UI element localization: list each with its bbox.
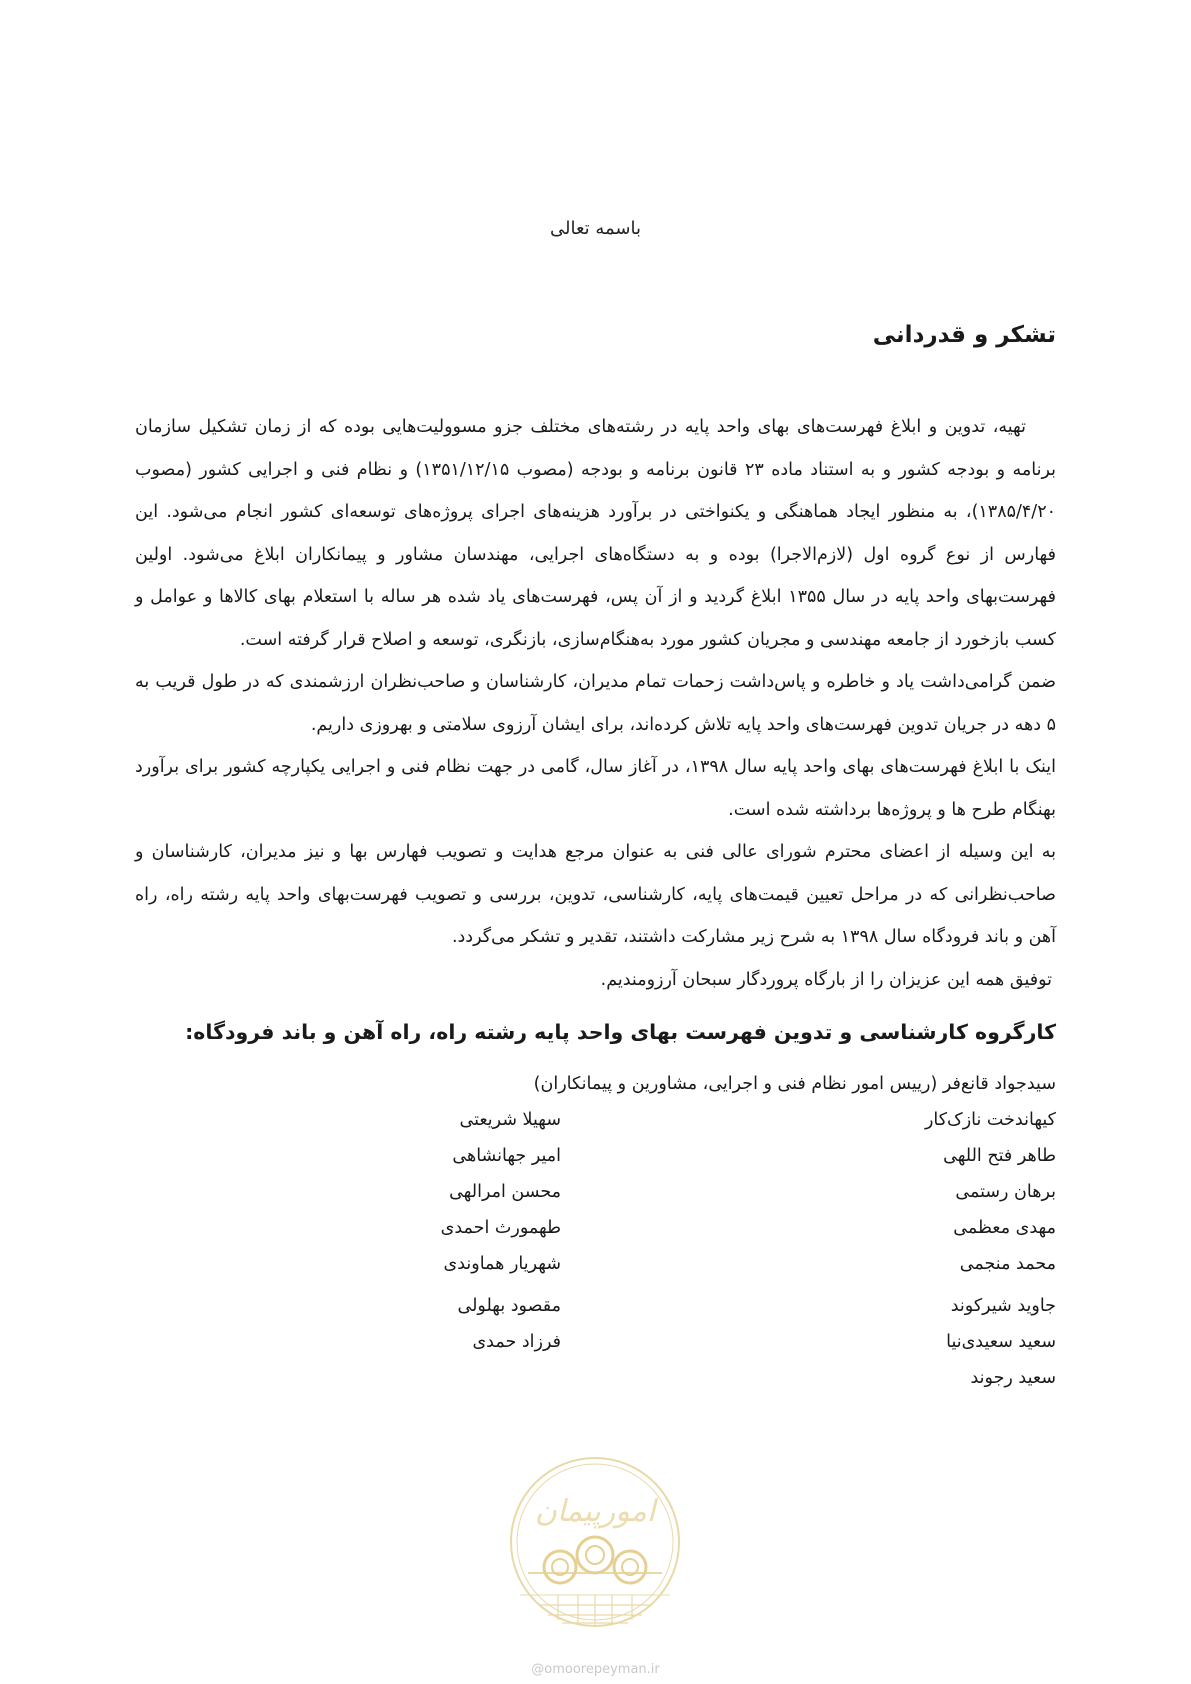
member-name: مقصود بهلولی: [457, 1296, 561, 1316]
page-heading: تشکر و قدردانی: [872, 322, 1056, 348]
member-name: طاهر فتح اللهی: [943, 1146, 1056, 1166]
paragraph-2: ضمن گرامی‌داشت یاد و خاطره و پاس‌داشت زحمات تمام مدیران، کارشناسان و صاحب‌نظران ارزشمندی که در طول قریب به ۵ دهه در جریان تدوین فهرست‌های واحد پایه تلاش کرده‌اند، برای ایشان آرزوی سلامتی و بهروزی داریم.: [135, 672, 1056, 735]
member-name: مهدی معظمی: [953, 1218, 1056, 1238]
member-name: طهمورث احمدی: [440, 1218, 561, 1238]
member-name: جاوید شیرکوند: [950, 1296, 1056, 1316]
member-name: کیهاندخت نازک‌کار: [924, 1110, 1056, 1130]
paragraph-4: به این وسیله از اعضای محترم شورای عالی فنی به عنوان مرجع هدایت و تصویب فهارس بها و نیز مدیران، کارشناسان و صاحب‌نظرانی که در مراحل تعیین قیمت‌های پایه، کارشناسی، تدوین، بررسی و تصویب فهرست‌بهای واحد پایه رشته راه، راه آهن و باند فرودگاه سال ۱۳۹۸ به شرح زیر مشارکت داشتند، تقدیر و تشکر می‌گردد.: [135, 842, 1056, 947]
committee-lead: سیدجواد قانع‌فر (رییس امور نظام فنی و اجرایی، مشاورین و پیمانکاران): [533, 1074, 1056, 1094]
watermark-logo-icon: [508, 1455, 682, 1649]
member-name: امیر جهانشاهی: [452, 1146, 561, 1166]
paragraph-5: توفیق همه این عزیزان را از بارگاه پروردگار سبحان آرزومندیم.: [600, 969, 1052, 990]
member-name: سعید سعیدی‌نیا: [946, 1332, 1056, 1352]
member-name: سهیلا شریعتی: [459, 1110, 561, 1130]
member-name: شهریار هماوندی: [443, 1254, 561, 1274]
website-watermark: @omoorepeyman.ir: [531, 1662, 660, 1677]
member-name: محمد منجمی: [959, 1254, 1056, 1274]
watermark-script: امورپیمان: [534, 1494, 656, 1529]
paragraph-3: اینک با ابلاغ فهرست‌های بهای واحد پایه سال ۱۳۹۸، در آغاز سال، گامی در جهت نظام فنی و اجرایی یکپارچه کشور برای برآورد بهنگام طرح ها و پروژه‌ها برداشته شده است.: [135, 757, 1056, 820]
member-name: فرزاد حمدی: [472, 1332, 561, 1352]
acknowledgement-body: [135, 406, 1056, 1001]
member-name: محسن امرالهی: [449, 1182, 561, 1202]
paragraph-1: تهیه، تدوین و ابلاغ فهرست‌های بهای واحد پایه در رشته‌های مختلف جزو مسوولیت‌هایی بوده که از زمان تشکیل سازمان برنامه و بودجه کشور و به استناد ماده ۲۳ قانون برنامه و بودجه (مصوب ۱۳۵۱/۱۲/۱۵) و نظام فنی و اجرایی کشور (مصوب ۱۳۸۵/۴/۲۰)، به منظور ایجاد هماهنگی و یکنواختی در برآورد هزینه‌های اجرای پروژه‌های توسعه‌ای کشور انجام می‌شود. این فهارس از نوع گروه اول (لازم‌الاجرا) بوده و به دستگاه‌های اجرایی، مهندسان مشاور و پیمانکاران ابلاغ می‌شود. اولین فهرست‌بهای واحد پایه در سال ۱۳۵۵ ابلاغ گردید و از آن پس، فهرست‌های یاد شده هر ساله با استعلام بهای کالاها و عوامل و کسب بازخورد از جامعه مهندسی و مجریان کشور مورد به‌هنگام‌سازی، بازنگری، توسعه و اصلاح قرار گرفته است.: [135, 417, 1056, 650]
basmala: باسمه تعالی: [549, 218, 642, 239]
committee-title: کارگروه کارشناسی و تدوین فهرست بهای واحد پایه رشته راه، راه آهن و باند فرودگاه:: [185, 1020, 1056, 1044]
member-name: سعید رجوند: [970, 1368, 1056, 1388]
member-name: برهان رستمی: [955, 1182, 1056, 1202]
